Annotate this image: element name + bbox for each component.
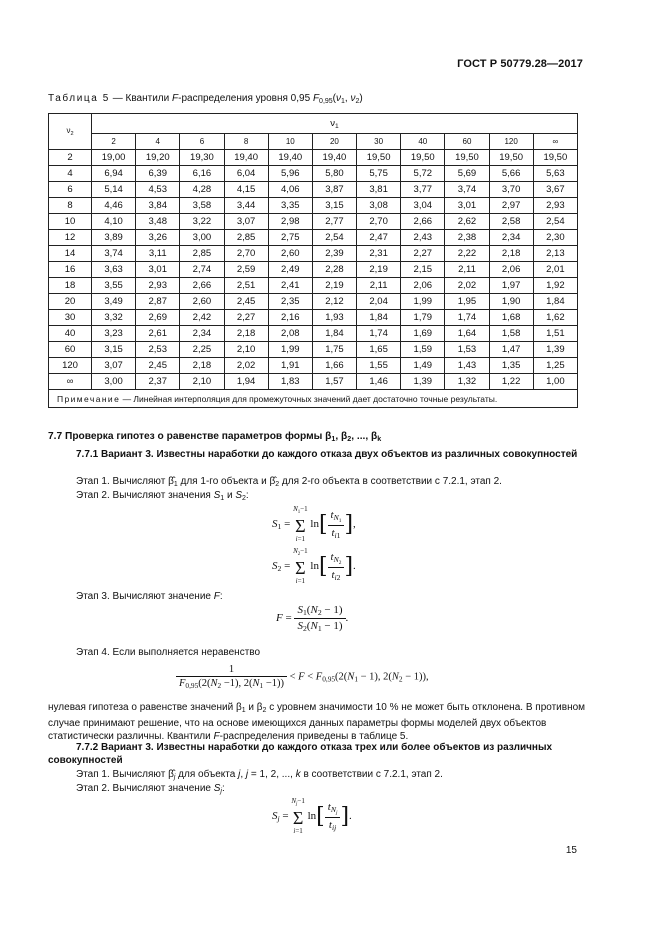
table-cell: 19,50 [357,150,401,166]
table-cell: 3,00 [92,374,136,390]
row-label-cell: 16 [49,262,92,278]
table-cell: 2,06 [401,278,445,294]
table-cell: 3,01 [136,262,180,278]
table-cell: 3,77 [401,182,445,198]
table-cell: 2,18 [180,358,224,374]
row-label-cell: 30 [49,310,92,326]
table-cell: 2,19 [312,278,356,294]
table-cell: 1,91 [268,358,312,374]
table-cell: 3,15 [312,198,356,214]
row-label-cell: 14 [49,246,92,262]
table-cell: 2,06 [489,262,533,278]
table-cell: 4,06 [268,182,312,198]
table-cell: 2,13 [533,246,577,262]
table-cell: 2,45 [224,294,268,310]
formula-s2: $S_2 = N_2-1$ Σ i=1 ln[ $\frac{t_{N_2}}{t_{i2}}$ ]. [272,547,356,585]
row-header-nu2: $\nu_2$ [49,114,92,150]
step1-771: Этап 1. Вычисляют $\betâ_1$ для 1-го объекта и $\betâ_2$ для 2-го объекта в соответствии с 7.2.1, этап 2. [76,476,502,488]
table-cell: 19,00 [92,150,136,166]
table-cell: 1,68 [489,310,533,326]
table-cell: 2,74 [180,262,224,278]
table-cell: 3,07 [224,214,268,230]
table-cell: 1,49 [401,358,445,374]
table-cell: 1,74 [357,326,401,342]
table-cell: 2,37 [136,374,180,390]
table-cell: 1,43 [445,358,489,374]
table-cell: 4,46 [92,198,136,214]
table-row [49,166,578,182]
table-cell: 1,46 [357,374,401,390]
table-cell: 2,98 [268,214,312,230]
table-cell: 1,99 [268,342,312,358]
table-cell: 3,74 [92,246,136,262]
section-7-7-2-title: 7.7.2 Вариант 3. Известны наработки до каждого отказа трех или более объектов из различных совокупностей [48,742,553,766]
table-cell: 1,39 [533,342,577,358]
table-cell: 1,00 [533,374,577,390]
step3-771: Этап 3. Вычисляют значение F: [76,591,223,602]
table-row [49,294,578,310]
table-cell: 2,60 [268,246,312,262]
table-cell: 5,63 [533,166,577,182]
table-cell: 2,93 [136,278,180,294]
table-row [49,326,578,342]
table-cell: 3,55 [92,278,136,294]
table-cell: 1,69 [401,326,445,342]
table-cell: 2,02 [445,278,489,294]
table-cell: 1,84 [533,294,577,310]
document-header: ГОСТ Р 50779.28—2017 [457,58,583,70]
col-header-cell: 10 [268,134,312,150]
table-row [49,198,578,214]
table-row [49,262,578,278]
table-cell: 19,40 [224,150,268,166]
row-label-cell: 4 [49,166,92,182]
table-cell: 1,84 [312,326,356,342]
table-cell: 3,23 [92,326,136,342]
col-header-cell: 30 [357,134,401,150]
table-cell: 5,72 [401,166,445,182]
table-cell: 2,08 [268,326,312,342]
table-caption-prefix: Таблица 5 [48,93,110,104]
table-cell: 2,11 [357,278,401,294]
table-cell: 2,15 [401,262,445,278]
table-cell: 2,59 [224,262,268,278]
table-cell: 19,50 [401,150,445,166]
table-cell: 5,75 [357,166,401,182]
table-cell: 5,69 [445,166,489,182]
table-cell: 3,08 [357,198,401,214]
table-cell: 1,75 [312,342,356,358]
table-cell: 3,15 [92,342,136,358]
table-cell: 2,31 [357,246,401,262]
table-cell: 2,41 [268,278,312,294]
table-cell: 2,69 [136,310,180,326]
table-cell: 1,92 [533,278,577,294]
table-cell: 1,55 [357,358,401,374]
conclusion-771: нулевая гипотеза о равенстве значений $\beta_1$ и $\beta_2$ с уровнем значимости 10 % не может быть отклонена. В противном случае принимают решение, что на основе имеющихся данных параметры формы моделей двух объектов статистически различны. Квантили F-распределения приведены в таблице 5. [48,702,586,742]
table-cell: 2,87 [136,294,180,310]
table-cell: 2,34 [180,326,224,342]
table-cell: 1,47 [489,342,533,358]
table-cell: 19,20 [136,150,180,166]
table-cell: 19,50 [533,150,577,166]
row-label-cell: 8 [49,198,92,214]
table-cell: 2,04 [357,294,401,310]
table-cell: 2,11 [445,262,489,278]
table-cell: 3,67 [533,182,577,198]
table-cell: 2,27 [401,246,445,262]
table-cell: 2,66 [401,214,445,230]
table-cell: 2,70 [224,246,268,262]
table-cell: 2,62 [445,214,489,230]
table-row [49,246,578,262]
table-cell: 3,26 [136,230,180,246]
table-cell: 1,83 [268,374,312,390]
table-cell: 1,39 [401,374,445,390]
col-header-cell: 6 [180,134,224,150]
row-label-cell: ∞ [49,374,92,390]
table-cell: 1,94 [224,374,268,390]
table-cell: 2,22 [445,246,489,262]
table-cell: 2,51 [224,278,268,294]
formula-f: F = $\frac{S_1(N_2 - 1)}{S_2(N_1 - 1)}$ . [276,604,349,633]
table-cell: 2,19 [357,262,401,278]
col-header-cell: 60 [445,134,489,150]
col-header-cell: 8 [224,134,268,150]
col-header-cell: 40 [401,134,445,150]
formula-sj: $S_j = N_j-1$ Σ i=1 ln[ $\frac{t_{N_j}}{t_{ij}}$ ]. [272,797,352,835]
table-cell: 5,80 [312,166,356,182]
step4-771: Этап 4. Если выполняется неравенство [76,647,261,658]
table-note: Примечание — Линейная интерполяция для промежуточных значений дает достаточно точные результаты. [49,390,578,408]
col-header-cell: 4 [136,134,180,150]
row-label-cell: 60 [49,342,92,358]
table-cell: 2,58 [489,214,533,230]
table-cell: 1,84 [357,310,401,326]
table-caption [48,93,363,105]
table-cell: 3,87 [312,182,356,198]
table-cell: 3,89 [92,230,136,246]
table-cell: 2,77 [312,214,356,230]
row-label-cell: 2 [49,150,92,166]
table-cell: 1,79 [401,310,445,326]
table-cell: 2,85 [180,246,224,262]
table-cell: 1,66 [312,358,356,374]
table-cell: 2,54 [533,214,577,230]
table-cell: 1,99 [401,294,445,310]
step1-772: Этап 1. Вычисляют $\betâ_j$ для объекта j, j = 1, 2, ..., k в соответствии с 7.2.1, этап 2. [76,769,443,781]
table-row [49,374,578,390]
table-cell: 2,85 [224,230,268,246]
table-cell: 1,59 [401,342,445,358]
table-cell: 2,39 [312,246,356,262]
page-number: 15 [565,845,577,856]
table-cell: 3,70 [489,182,533,198]
table-caption-text: — Квантили F-распределения уровня 0,95 $F_{0,95}(\nu_1$, $\nu_2$) [112,93,363,105]
table-cell: 2,27 [224,310,268,326]
table-cell: 1,51 [533,326,577,342]
f-quantile-table [48,113,578,408]
table-cell: 4,28 [180,182,224,198]
table-cell: 3,58 [180,198,224,214]
caption-sub: 0,95 [319,98,333,105]
table-cell: 3,22 [180,214,224,230]
table-cell: 1,64 [445,326,489,342]
table-cell: 1,74 [445,310,489,326]
row-label-cell: 18 [49,278,92,294]
table-cell: 2,42 [180,310,224,326]
table-cell: 2,28 [312,262,356,278]
table-cell: 6,39 [136,166,180,182]
table-cell: 1,32 [445,374,489,390]
table-cell: 4,15 [224,182,268,198]
table-cell: 6,16 [180,166,224,182]
table-cell: 2,61 [136,326,180,342]
table-cell: 3,00 [180,230,224,246]
table-cell: 1,95 [445,294,489,310]
table-cell: 1,93 [312,310,356,326]
table-cell: 19,50 [489,150,533,166]
table-cell: 2,18 [224,326,268,342]
table-row [49,358,578,374]
table-cell: 1,53 [445,342,489,358]
table-cell: 2,49 [268,262,312,278]
table-cell: 2,12 [312,294,356,310]
table-cell: 1,25 [533,358,577,374]
table-cell: 2,35 [268,294,312,310]
table-cell: 2,54 [312,230,356,246]
table-cell: 2,60 [180,294,224,310]
table-cell: 3,32 [92,310,136,326]
table-cell: 3,48 [136,214,180,230]
table-cell: 2,75 [268,230,312,246]
table-cell: 2,43 [401,230,445,246]
step2-772: Этап 2. Вычисляют значение $S_j$: [76,783,225,795]
table-cell: 19,50 [445,150,489,166]
table-cell: 1,35 [489,358,533,374]
table-cell: 19,40 [312,150,356,166]
table-row [49,310,578,326]
step2-771: Этап 2. Вычисляют значения $S_1$ и $S_2$: [76,490,249,502]
table-cell: 19,30 [180,150,224,166]
table-row [49,182,578,198]
row-label-cell: 6 [49,182,92,198]
table-cell: 1,58 [489,326,533,342]
section-7-7-1-title: 7.7.1 Вариант 3. Известны наработки до каждого отказа двух объектов из различных совокупностей [76,449,578,460]
table-cell: 3,35 [268,198,312,214]
table-cell: 3,49 [92,294,136,310]
table-row [49,214,578,230]
table-cell: 3,63 [92,262,136,278]
table-cell: 2,18 [489,246,533,262]
table-cell: 2,70 [357,214,401,230]
table-cell: 6,04 [224,166,268,182]
table-cell: 3,11 [136,246,180,262]
row-label-cell: 10 [49,214,92,230]
table-cell: 2,66 [180,278,224,294]
table-cell: 2,25 [180,342,224,358]
table-cell: 3,07 [92,358,136,374]
row-label-cell: 40 [49,326,92,342]
table-cell: 4,10 [92,214,136,230]
table-cell: 2,10 [180,374,224,390]
table-cell: 2,93 [533,198,577,214]
row-label-cell: 120 [49,358,92,374]
table-cell: 3,44 [224,198,268,214]
col-header-nu1: $\nu_1$ [92,114,578,134]
table-row [49,278,578,294]
row-label-cell: 20 [49,294,92,310]
table-cell: 5,66 [489,166,533,182]
table-cell: 1,22 [489,374,533,390]
table-cell: 2,10 [224,342,268,358]
table-cell: 2,53 [136,342,180,358]
table-row [49,150,578,166]
table-cell: 2,34 [489,230,533,246]
table-cell: 5,14 [92,182,136,198]
table-cell: 4,53 [136,182,180,198]
col-header-cell: ∞ [533,134,577,150]
table-cell: 2,16 [268,310,312,326]
table-cell: 3,84 [136,198,180,214]
table-cell: 1,90 [489,294,533,310]
table-cell: 1,97 [489,278,533,294]
table-cell: 1,57 [312,374,356,390]
table-cell: 2,97 [489,198,533,214]
table-cell: 2,47 [357,230,401,246]
table-cell: 1,62 [533,310,577,326]
col-header-cell: 20 [312,134,356,150]
table-cell: 3,74 [445,182,489,198]
table-row [49,342,578,358]
table-cell: 6,94 [92,166,136,182]
table-cell: 2,38 [445,230,489,246]
table-cell: 5,96 [268,166,312,182]
table-cell: 3,81 [357,182,401,198]
formula-s1: $S_1 = N_1-1$ Σ i=1 ln[ $\frac{t_{N_1}}{t_{i1}}$ ], [272,505,356,543]
col-header-cell: 120 [489,134,533,150]
table-cell: 2,02 [224,358,268,374]
formula-inequality: $\frac{1}{F_{0,95}(2(N_2 -1), 2(N_1 -1))}$ < $F < F_{0,95}(2(N_1 - 1)$, $2(N_2 - 1)$), [176,664,429,690]
section-7-7-title: 7.7 Проверка гипотез о равенстве параметров формы $\beta_1$, $\beta_2$, ..., $\beta_k$ [48,431,382,443]
table-cell: 3,01 [445,198,489,214]
col-header-cell: 2 [92,134,136,150]
table-cell: 2,45 [136,358,180,374]
table-cell: 3,04 [401,198,445,214]
table-cell: 19,40 [268,150,312,166]
table-cell: 2,30 [533,230,577,246]
table-row [49,230,578,246]
row-label-cell: 12 [49,230,92,246]
table-cell: 1,65 [357,342,401,358]
table-cell: 2,01 [533,262,577,278]
